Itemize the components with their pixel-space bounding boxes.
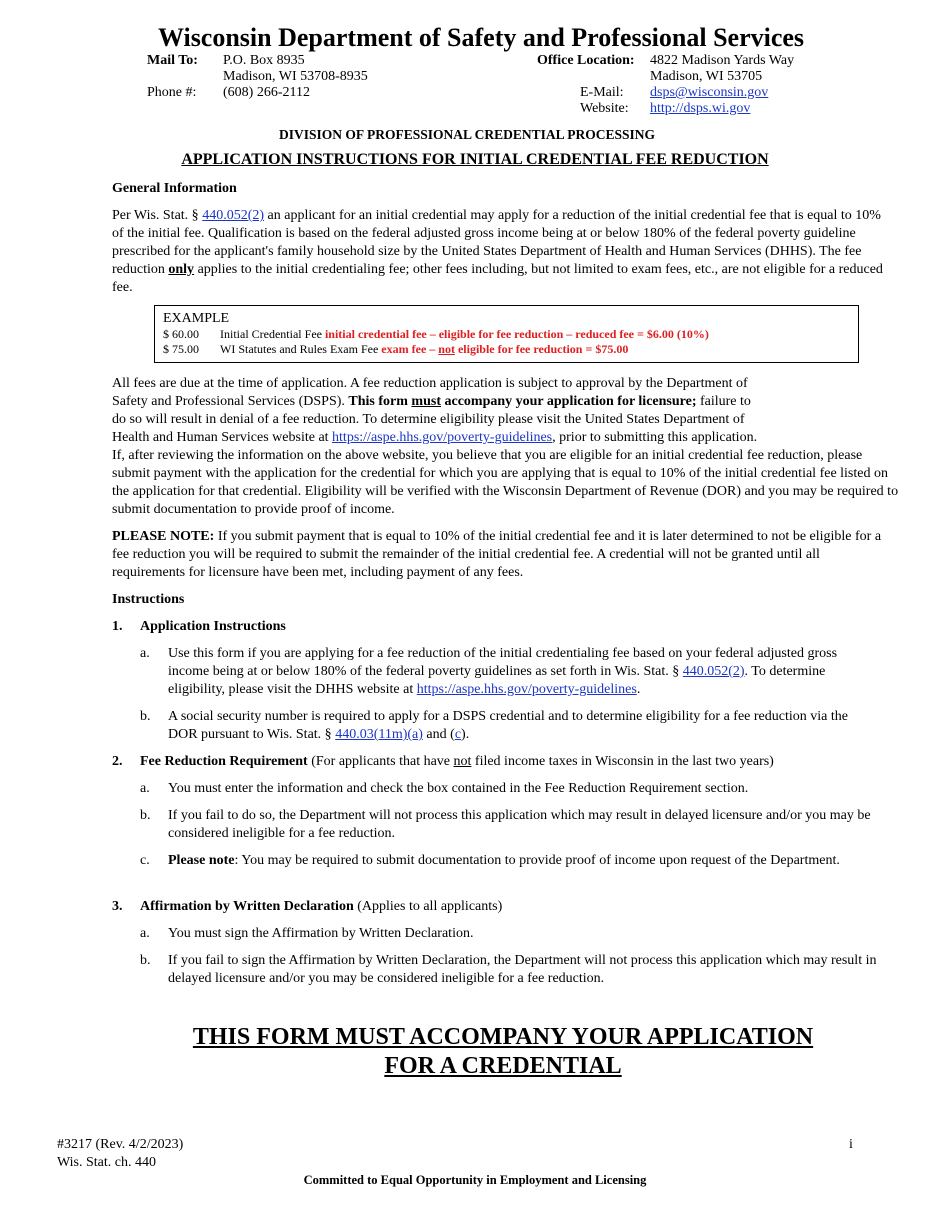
email-link[interactable]: dsps@wisconsin.gov bbox=[650, 85, 769, 100]
item-2a-letter: a. bbox=[140, 781, 150, 796]
fees-line-3: do so will result in denial of a fee reduction. To determine eligibility please visit the United States Department of bbox=[112, 412, 745, 427]
banner-line-2-text: FOR A CREDENTIAL bbox=[384, 1053, 622, 1079]
item-2b-letter: b. bbox=[140, 808, 151, 823]
statute-link-440-03-11m-a[interactable]: 440.03(11m)(a) bbox=[335, 727, 423, 742]
item-1b-part2: and ( bbox=[422, 727, 455, 742]
please-note-label: PLEASE NOTE: bbox=[112, 529, 215, 544]
item-1a-part2: . To determine eligibility, please visit the DHHS website at bbox=[168, 664, 826, 697]
fees-paragraph bbox=[112, 375, 902, 519]
item-2a-text: You must enter the information and check the box contained in the Fee Reduction Requirement section. bbox=[168, 781, 749, 796]
general-text-a: Per Wis. Stat. § bbox=[112, 208, 203, 223]
email-label: E-Mail: bbox=[580, 85, 624, 100]
example-row-2 bbox=[163, 342, 848, 357]
banner-line-1 bbox=[0, 1023, 950, 1052]
office-address-line1: 4822 Madison Yards Way bbox=[650, 53, 795, 68]
mail-label: Mail To: bbox=[147, 53, 198, 68]
example-box bbox=[154, 305, 859, 363]
item-2b-text: If you fail to do so, the Department will not process this application which may result in delayed licensure and/or you may be considered ineligible for a fee reduction. bbox=[168, 808, 871, 841]
item-1b-part1: A social security number is required to apply for a DSPS credential and to determine eligibility for a fee reduction via the DOR pursuant to Wis. Stat. § bbox=[168, 709, 848, 742]
fees-line-2c: accompany your application for licensure; bbox=[440, 394, 697, 409]
example-note-not: not bbox=[438, 342, 455, 356]
item-2c-body: : You may be required to submit documentation to provide proof of income upon request of the Department. bbox=[234, 853, 840, 868]
fees-line-4 bbox=[112, 429, 902, 447]
equal-opportunity-motto: Committed to Equal Opportunity in Employment and Licensing bbox=[303, 1173, 647, 1187]
mail-address-line1: P.O. Box 8935 bbox=[223, 53, 305, 68]
office-label: Office Location: bbox=[537, 53, 635, 68]
section-2-sub-b: filed income taxes in Wisconsin in the last two years) bbox=[471, 754, 774, 769]
statute-link-440-052-b[interactable]: 440.052(2) bbox=[682, 664, 745, 679]
fees-line-2 bbox=[112, 393, 902, 411]
fees-line-1: All fees are due at the time of application. A fee reduction application is subject to approval by the Department of bbox=[112, 376, 748, 391]
item-1a-text bbox=[168, 645, 880, 699]
website-link[interactable]: http://dsps.wi.gov bbox=[650, 101, 751, 116]
office-address-line2: Madison, WI 53705 bbox=[650, 69, 763, 84]
section-2-number: 2. bbox=[112, 754, 123, 769]
example-note-2b: eligible for fee reduction = $75.00 bbox=[454, 342, 629, 356]
example-label-2: WI Statutes and Rules Exam Fee bbox=[220, 342, 379, 356]
section-3-sub: (Applies to all applicants) bbox=[353, 899, 503, 914]
banner-line-2 bbox=[0, 1052, 950, 1081]
item-3a-letter: a. bbox=[140, 926, 150, 941]
item-1a-part1: Use this form if you are applying for a fee reduction of the initial credentialing fee based on your federal adjusted gross income being at or below 180% of the federal poverty guidelines as set forth in Wis. Stat. § bbox=[168, 646, 838, 679]
item-3b-letter: b. bbox=[140, 953, 151, 968]
example-note-2a: exam fee – bbox=[381, 342, 439, 356]
fees-line-2b: This form bbox=[348, 394, 412, 409]
fees-line-4b: , prior to submitting this application. bbox=[552, 430, 758, 445]
item-1b-letter: b. bbox=[140, 709, 151, 724]
example-row-1 bbox=[163, 327, 848, 342]
item-3a-text: You must sign the Affirmation by Written Declaration. bbox=[168, 926, 474, 941]
example-heading: EXAMPLE bbox=[163, 311, 230, 326]
poverty-guidelines-link[interactable]: https://aspe.hhs.gov/poverty-guidelines bbox=[332, 430, 553, 445]
section-3-title-row bbox=[140, 898, 502, 916]
phone-label: Phone #: bbox=[147, 85, 197, 100]
eligibility-paragraph: If, after reviewing the information on the above website, you believe that you are eligible for an initial credential fee reduction, please submit payment with the application for the credential for which you are applying that is equal to 10% of the initial credential fee listed on the application for that credential. Eligibility will be verified with the Wisconsin Department of Revenue (DOR) and you may be required to submit documentation to provide proof of income. bbox=[112, 448, 899, 517]
only-emphasis: only bbox=[168, 262, 195, 277]
statute-link-c[interactable]: c bbox=[454, 727, 462, 742]
form-title-text: APPLICATION INSTRUCTIONS FOR INITIAL CREDENTIAL FEE REDUCTION bbox=[181, 151, 769, 168]
example-amount-1: $ 60.00 bbox=[163, 327, 199, 341]
section-3-title: Affirmation by Written Declaration bbox=[140, 899, 354, 914]
example-label-1: Initial Credential Fee bbox=[220, 327, 322, 341]
general-text-b: an applicant for an initial credential may apply for a reduction of the initial credential fee that is equal to 10% of the initial fee. Qualification is based on the federal adjusted gross income being at or below 180% of the federal poverty guideline prescribed for the applicant's family household size by the United States Department of Health and Human Services (DHHS). The fee reduction bbox=[112, 208, 881, 277]
general-info-heading: General Information bbox=[112, 181, 237, 196]
section-1-title: Application Instructions bbox=[140, 619, 286, 634]
section-2-sub-a: (For applicants that have bbox=[307, 754, 454, 769]
instructions-heading: Instructions bbox=[112, 592, 185, 607]
item-1b-text bbox=[168, 708, 880, 744]
item-2c-letter: c. bbox=[140, 853, 150, 868]
item-1a-letter: a. bbox=[140, 646, 150, 661]
phone-number: (608) 266-2112 bbox=[223, 85, 310, 100]
item-3b-text: If you fail to sign the Affirmation by Written Declaration, the Department will not process this application which may result in delayed licensure and/or you may be considered ineligible for a fee reduction. bbox=[168, 953, 877, 986]
item-1b-part3: ). bbox=[461, 727, 470, 742]
fees-line-4a: Health and Human Services website at bbox=[112, 430, 333, 445]
fees-line-2a: Safety and Professional Services (DSPS). bbox=[112, 394, 349, 409]
agency-title: Wisconsin Department of Safety and Professional Services bbox=[157, 23, 805, 52]
item-1a-part3: . bbox=[636, 682, 641, 697]
please-note-text: If you submit payment that is equal to 10% of the initial credential fee and it is later determined to not be eligible for a fee reduction you will be required to submit the remainder of the initial credential fee. A credential will not be granted until all requirements for licensure have been met, including payment of any fees. bbox=[112, 529, 882, 580]
section-1-number: 1. bbox=[112, 619, 123, 634]
section-2-title: Fee Reduction Requirement bbox=[140, 754, 308, 769]
general-info-paragraph bbox=[112, 207, 890, 297]
form-title bbox=[0, 150, 950, 170]
statute-reference: Wis. Stat. ch. 440 bbox=[57, 1155, 156, 1170]
please-note-paragraph bbox=[112, 528, 890, 582]
form-number: #3217 (Rev. 4/2/2023) bbox=[57, 1137, 184, 1152]
poverty-guidelines-link-2[interactable]: https://aspe.hhs.gov/poverty-guidelines bbox=[416, 682, 637, 697]
statute-link-440-052[interactable]: 440.052(2) bbox=[202, 208, 265, 223]
section-2-title-row bbox=[140, 753, 890, 771]
general-text-c: applies to the initial credentialing fee; other fees including, but not limited to exam fees, etc., are not eligible for a reduced fee. bbox=[112, 262, 883, 295]
website-label: Website: bbox=[580, 101, 629, 116]
not-emphasis: not bbox=[453, 754, 472, 769]
must-emphasis: must bbox=[411, 394, 441, 409]
banner-line-1-text: THIS FORM MUST ACCOMPANY YOUR APPLICATION bbox=[192, 1024, 814, 1050]
example-amount-2: $ 75.00 bbox=[163, 342, 199, 356]
page-number: i bbox=[849, 1137, 853, 1152]
item-2c-label: Please note bbox=[168, 853, 235, 868]
mail-address-line2: Madison, WI 53708-8935 bbox=[223, 69, 368, 84]
example-note-1: initial credential fee – eligible for fee reduction – reduced fee = $6.00 (10%) bbox=[324, 327, 709, 341]
fees-line-2d: failure to bbox=[696, 394, 751, 409]
item-2c-text bbox=[168, 852, 848, 870]
division-heading: DIVISION OF PROFESSIONAL CREDENTIAL PROCESSING bbox=[278, 127, 656, 142]
section-3-number: 3. bbox=[112, 899, 123, 914]
